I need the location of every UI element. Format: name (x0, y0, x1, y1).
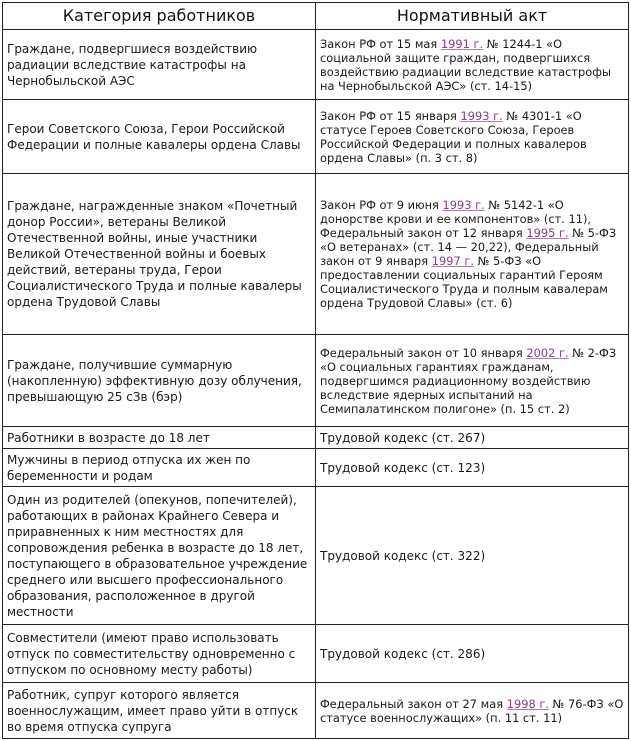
act-cell: Трудовой кодекс (ст. 267) (316, 427, 629, 449)
act-cell (316, 335, 629, 427)
act-text: Закон РФ от 15 января (320, 108, 461, 123)
table-row (3, 625, 629, 683)
table-row (3, 449, 629, 487)
year-link[interactable]: 1993 г. (460, 108, 503, 123)
header-category: Категория работников (3, 3, 316, 30)
act-text: № 5142-1 «О донорстве крови и ее компонентов» (ст. 11), Федеральный закон от 12 января (320, 198, 592, 240)
act-text: № 5-ФЗ «О предоставлении социальных гарантий Героям Социалистического Труда и полным кавалерам ордена Трудовой Славы» (ст. 6) (320, 254, 608, 310)
act-cell: Трудовой кодекс (ст. 322) (316, 487, 629, 625)
category-cell: Герои Советского Союза, Герои Российской Федерации и полные кавалеры ордена Славы (3, 100, 316, 174)
act-cell (316, 30, 629, 100)
table-row (3, 335, 629, 427)
table-row (3, 487, 629, 625)
category-cell: Работники в возрасте до 18 лет (3, 427, 316, 449)
table-row (3, 100, 629, 174)
act-text: Закон РФ от 15 мая (320, 36, 441, 51)
category-cell: Граждане, подвергшиеся воздействию радиации вследствие катастрофы на Чернобыльской АЭС (3, 30, 316, 100)
benefits-table (2, 2, 629, 739)
act-text: № 2-ФЗ «О социальных гарантиях гражданам, подвергшимся радиационному воздействию вследствие ядерных испытаний на Семипалатинском полигоне» (п. 15 ст. 2) (320, 345, 617, 416)
act-cell: Трудовой кодекс (ст. 123) (316, 449, 629, 487)
act-text: Закон РФ от 9 июня (320, 198, 443, 212)
year-link[interactable]: 1991 г. (440, 36, 484, 51)
year-link[interactable]: 1995 г. (526, 226, 569, 240)
category-cell: Работник, супруг которого является военнослужащим, имеет право уйти в отпуск во время отпуска супруга (3, 683, 316, 739)
year-link[interactable]: 2002 г. (526, 345, 569, 360)
header-act: Нормативный акт (316, 3, 629, 30)
table-row (3, 30, 629, 100)
table-row (3, 427, 629, 449)
act-text: № 1244-1 «О социальной защите граждан, подвергшихся воздействию радиации вследствие катастрофы на Чернобыльской АЭС» (ст. 14-15) (320, 36, 611, 93)
act-cell: Трудовой кодекс (ст. 286) (316, 625, 629, 683)
category-cell: Один из родителей (опекунов, попечителей), работающих в районах Крайнего Севера и приравненных к ним местностях для сопровождения ребенка в возрасте до 18 лет, поступающего в образовательное учреждение среднего или высшего профессионального образования, расположенное в другой местности (3, 487, 316, 625)
act-text: Федеральный закон от 27 мая (320, 696, 507, 711)
act-cell (316, 683, 629, 739)
table-row (3, 683, 629, 739)
header-row (3, 3, 629, 30)
year-link[interactable]: 1998 г. (506, 696, 549, 711)
act-text: № 76-ФЗ «О статусе военнослужащих» (п. 11 ст. 11) (320, 696, 624, 725)
act-text: № 5-ФЗ «О ветеранах» (ст. 14 — 20,22), Федеральный закон от 9 января (320, 226, 617, 268)
act-text: Федеральный закон от 10 января (320, 345, 527, 360)
year-link[interactable]: 1997 г. (431, 254, 474, 268)
act-cell (316, 100, 629, 174)
category-cell: Граждане, награжденные знаком «Почетный донор России», ветераны Великой Отечественной войны, иные участники Великой Отечественной войны и боевых действий, ветераны труда, Герои Социалистического Труда и полные кавалеры ордена Трудовой Славы (3, 174, 316, 335)
category-cell: Мужчины в период отпуска их жен по беременности и родам (3, 449, 316, 487)
act-text: № 4301-1 «О статусе Героев Советского Союза, Героев Российской Федерации и полных кавалеров ордена Славы» (п. 3 ст. 8) (320, 108, 587, 165)
act-cell (316, 174, 629, 335)
category-cell: Совместители (имеют право использовать отпуск по совместительству одновременно с отпуском по основному месту работы) (3, 625, 316, 683)
year-link[interactable]: 1993 г. (442, 198, 485, 212)
category-cell: Граждане, получившие суммарную (накопленную) эффективную дозу облучения, превышающую 25 сЗв (бэр) (3, 335, 316, 427)
table-row (3, 174, 629, 335)
